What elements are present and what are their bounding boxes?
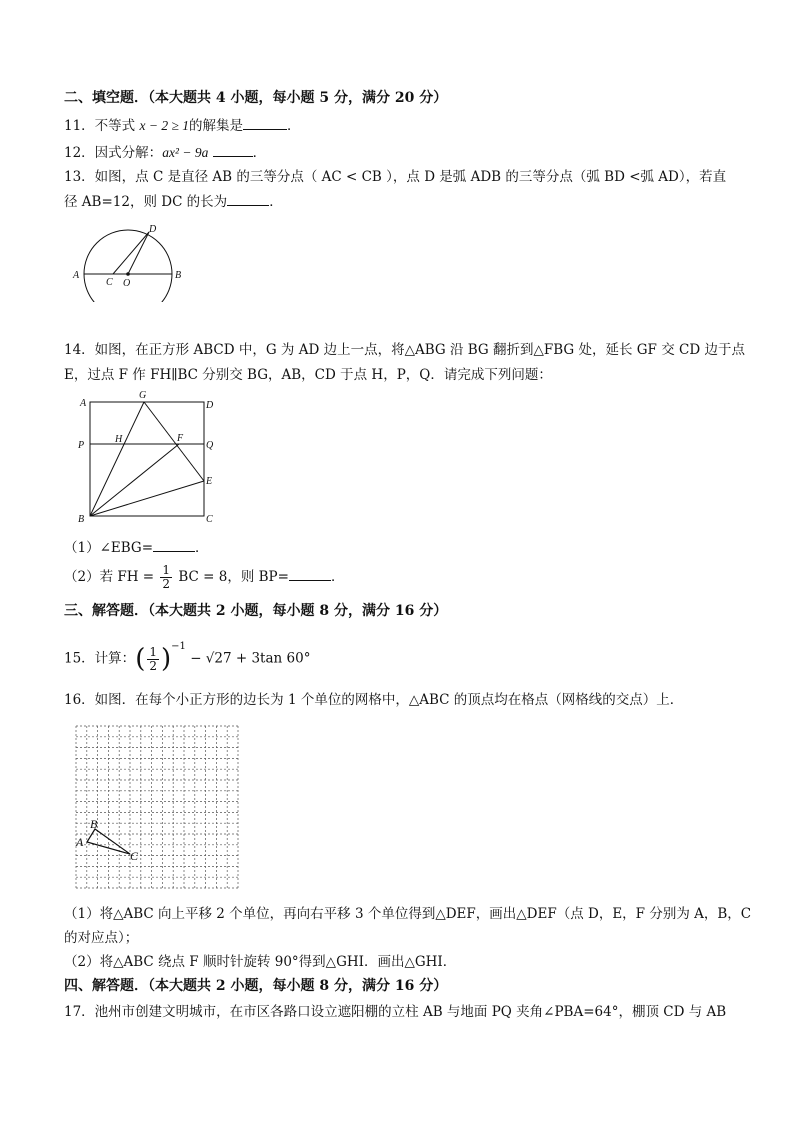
question-16-line1: 16．如图．在每个小正方形的边长为 1 个单位的网格中，△ABC 的顶点均在格点（网格线的交点）上．	[64, 692, 684, 708]
label-b: B	[78, 514, 85, 525]
question-14-line2: E，过点 F 作 FH∥BC 分别交 BG，AB，CD 于点 H，P，Q．请完成下列问题：	[64, 367, 552, 383]
label-e: E	[206, 476, 213, 487]
label-h: H	[115, 434, 123, 445]
q16-part1-line2: 的对应点）；	[64, 930, 139, 946]
section-2-heading: 二、填空题．（本大题共 4 小题，每小题 5 分，满分 20 分）	[64, 90, 448, 106]
q15-expression: − √27 + 3tan 60°	[190, 650, 311, 667]
segment-ge	[144, 402, 204, 481]
q14-part1	[64, 537, 209, 558]
question-17-line1: 17．池州市创建文明城市，在市区各路口设立遮阳棚的立柱 AB 与地面 PQ 夹角∠PBA=64°，棚顶 CD 与 AB	[64, 1004, 727, 1020]
label-a: A	[73, 270, 80, 281]
q15-prefix: 15．计算：	[64, 650, 136, 667]
label-o: O	[123, 278, 131, 289]
center-dot	[126, 272, 130, 276]
label-a: A	[76, 835, 84, 849]
question-13-line1: 13．如图，点 C 是直径 AB 的三等分点（ AC < CB ），点 D 是弧 ADB 的三等分点（弧 BD <弧 AD），若直	[64, 169, 727, 185]
segment-bf	[90, 444, 179, 516]
q14-part2-text: BC = 8，则 BP=	[178, 569, 289, 585]
left-paren: (	[135, 644, 146, 674]
label-c: C	[106, 277, 113, 288]
label-b: B	[175, 270, 182, 281]
q14-part2-blank[interactable]	[289, 566, 331, 581]
q14-part1-end: ．	[195, 540, 209, 556]
section-4-heading: 四、解答题．（本大题共 2 小题，每小题 8 分，满分 16 分）	[64, 978, 448, 994]
fraction-one-half	[147, 646, 159, 673]
right-paren: )	[160, 644, 172, 674]
fraction-denominator: 2	[149, 658, 157, 673]
question-13-line2	[64, 191, 283, 212]
q16-grid-figure	[72, 722, 242, 892]
q16-part1-line1: （1）将△ABC 向上平移 2 个单位，再向右平移 3 个单位得到△DEF，画出△DEF（点 D，E，F 分别为 A，B，C	[64, 906, 752, 922]
q14-square-figure	[72, 388, 222, 528]
section-3-heading: 三、解答题．（本大题共 2 小题，每小题 8 分，满分 16 分）	[64, 603, 448, 619]
q13-text: 径 AB=12，则 DC 的长为	[64, 194, 228, 210]
circle-shape	[84, 230, 172, 302]
segment-bg	[90, 402, 144, 516]
q14-part2-prefix: （2）若 FH =	[64, 569, 155, 585]
q11-answer-blank[interactable]	[243, 115, 287, 130]
label-d: D	[206, 400, 214, 411]
q11-text: 的解集是	[189, 118, 243, 134]
label-f: F	[177, 433, 184, 444]
question-15	[64, 637, 310, 677]
label-d: D	[149, 224, 157, 235]
q16-part2: （2）将△ABC 绕点 F 顺时针旋转 90°得到△GHI．画出△GHI．	[64, 954, 457, 970]
grid-lines	[76, 726, 238, 888]
question-14-line1: 14．如图，在正方形 ABCD 中，G 为 AD 边上一点，将△ABG 沿 BG 翻折到△FBG 处，延长 GF 交 CD 边于点	[64, 342, 745, 358]
label-c: C	[130, 849, 139, 863]
label-q: Q	[206, 440, 214, 451]
q14-part2-end: ．	[330, 569, 345, 585]
fraction-numerator: 1	[149, 644, 157, 659]
q12-answer-blank[interactable]	[213, 142, 253, 157]
q12-prefix: 12．因式分解：	[64, 145, 163, 161]
q11-end: ．	[287, 118, 301, 134]
q14-part1-blank[interactable]	[153, 537, 195, 552]
q13-answer-blank[interactable]	[227, 191, 269, 206]
fraction-numerator: 1	[162, 563, 171, 577]
fraction-one-half	[160, 564, 172, 591]
segment-be	[90, 481, 204, 516]
q11-prefix: 11．不等式	[64, 118, 140, 134]
label-b: B	[90, 817, 98, 831]
q12-end: ．	[252, 145, 267, 161]
q13-end: ．	[269, 194, 283, 210]
fraction-denominator: 2	[162, 577, 171, 591]
q15-exponent: −1	[171, 641, 186, 652]
q13-circle-figure	[66, 222, 186, 302]
q14-part1-text: （1）∠EBG=	[64, 540, 154, 556]
q12-expression: ax² − 9a	[162, 145, 209, 160]
label-a: A	[80, 398, 87, 409]
question-12	[64, 142, 266, 163]
question-11	[64, 115, 301, 136]
q11-expression: x − 2 ≥ 1	[139, 118, 189, 133]
label-c: C	[206, 514, 213, 525]
label-g: G	[139, 390, 147, 401]
q14-part2	[64, 562, 344, 592]
label-p: P	[78, 440, 85, 451]
